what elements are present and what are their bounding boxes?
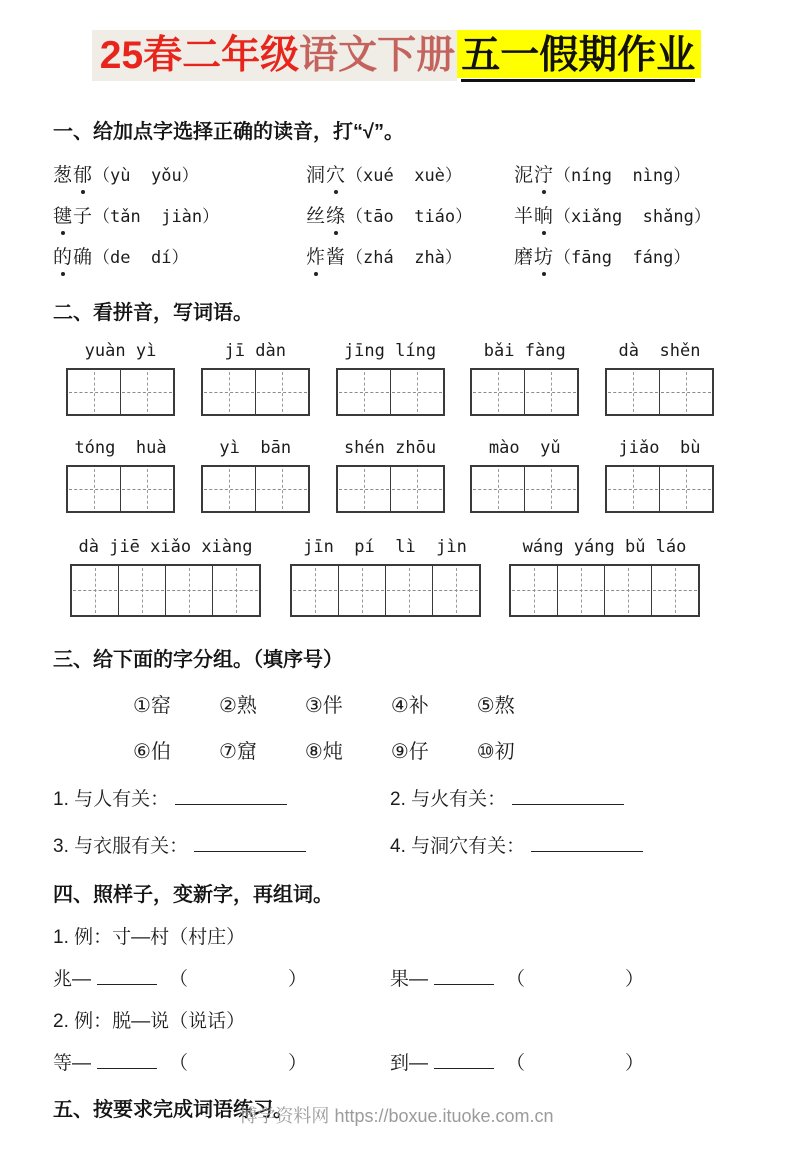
paren-close: ）: [288, 968, 308, 990]
word-text: [53, 247, 93, 268]
grid-cell: [166, 566, 213, 615]
dotted-char: 炸: [306, 244, 326, 271]
pinyin-writing-item: [290, 537, 481, 617]
word-text: [514, 206, 554, 227]
grid-cell: [256, 467, 308, 511]
cell-dashed-horizontal: [339, 489, 389, 490]
cell-dashed-horizontal: [257, 489, 307, 490]
blank-line: [434, 1049, 494, 1069]
paren-open: （: [506, 968, 526, 990]
pinyin-label: bǎi fàng: [483, 340, 566, 361]
grid-cell: [472, 467, 525, 511]
grid-cell: [433, 566, 479, 615]
cell-dashed-horizontal: [293, 590, 337, 591]
group-item: ⑩初: [476, 740, 515, 763]
group-item: ④补: [390, 694, 429, 717]
relation-label: 2. 与火有关：: [390, 788, 507, 810]
writing-grid-box: [336, 368, 445, 416]
relation-label: 3. 与衣服有关：: [53, 835, 189, 857]
relation-label: 1. 与人有关：: [53, 788, 170, 810]
section-5-heading: 五、按要求完成词语练习。: [53, 1098, 293, 1121]
pinyin-options: （xiǎng shǎng）: [554, 206, 711, 227]
grid-cell: [121, 467, 173, 511]
relation-item: [390, 831, 740, 858]
relation-item: [53, 784, 390, 811]
stem-text: 等—: [53, 1052, 92, 1074]
transform-row-2: [53, 1048, 740, 1075]
blank-line: [97, 965, 157, 985]
plain-char: 确: [73, 246, 94, 268]
group-item: ⑨仔: [390, 740, 429, 763]
title-subject-part: 语文下册: [299, 34, 456, 77]
cell-dashed-horizontal: [434, 590, 478, 591]
grid-cell: [203, 467, 256, 511]
plain-char: 洞: [306, 164, 327, 186]
grid-cell: [203, 370, 256, 414]
blank-line: [512, 785, 624, 805]
dotted-char: 坊: [534, 244, 554, 271]
cell-dashed-horizontal: [69, 489, 119, 490]
pinyin-writing-row-2: [66, 438, 714, 513]
grid-cell: [605, 566, 652, 615]
cell-dashed-horizontal: [473, 489, 523, 490]
stem-text: 到—: [390, 1052, 429, 1074]
pinyin-options: （yù yǒu）: [93, 165, 199, 186]
word-text: [53, 165, 93, 186]
group-item: ②熟: [218, 694, 257, 717]
plain-char: 酱: [326, 246, 347, 268]
pinyin-options: （tǎn jiàn）: [93, 206, 220, 227]
stem-text: 果—: [390, 968, 429, 990]
grid-cell: [119, 566, 166, 615]
cell-dashed-horizontal: [204, 489, 254, 490]
transform-item: [390, 1048, 740, 1075]
pinyin-label: wáng yáng bǔ láo: [522, 536, 687, 557]
word-text: [306, 206, 346, 227]
character-group-row-1: [53, 689, 740, 718]
paren-open: （: [169, 968, 189, 990]
writing-grid-box: [70, 564, 261, 617]
writing-grid-box: [605, 465, 714, 513]
pinyin-options: （de dí）: [93, 247, 189, 268]
pinyin-label: jīn pí lì jìn: [303, 536, 467, 557]
worksheet-page: [0, 30, 793, 1122]
pinyin-options: （níng nìng）: [554, 165, 691, 186]
grid-cell: [68, 467, 121, 511]
plain-char: 磨: [514, 246, 535, 268]
pinyin-writing-item: [336, 438, 445, 513]
cell-dashed-horizontal: [387, 590, 431, 591]
cell-dashed-horizontal: [257, 392, 307, 393]
cell-dashed-horizontal: [392, 489, 442, 490]
cell-dashed-horizontal: [204, 392, 254, 393]
writing-grid-box: [605, 368, 714, 416]
writing-grid-box: [66, 465, 175, 513]
cell-dashed-horizontal: [73, 590, 117, 591]
cell-dashed-horizontal: [392, 392, 442, 393]
word-text: [306, 165, 346, 186]
pinyin-choice-item: [514, 203, 740, 231]
blank-line: [531, 832, 643, 852]
dotted-char: 泞: [534, 162, 554, 189]
pinyin-choice-item: [53, 203, 306, 231]
cell-dashed-horizontal: [167, 590, 211, 591]
group-item: ①窑: [133, 694, 171, 717]
writing-grid-box: [290, 564, 481, 617]
dotted-char: 郁: [73, 162, 93, 189]
relation-item: [53, 831, 390, 858]
pinyin-writing-row-3: [70, 537, 700, 617]
writing-grid-box: [470, 368, 579, 416]
group-item: ⑥伯: [133, 740, 171, 763]
paren-close: ）: [625, 1052, 645, 1074]
word-text: [514, 165, 554, 186]
character-group-row-2: [53, 735, 740, 764]
blank-line: [175, 785, 287, 805]
cell-dashed-horizontal: [608, 489, 658, 490]
cell-dashed-horizontal: [339, 392, 389, 393]
paren-open: （: [169, 1052, 189, 1074]
paren-close: ）: [288, 1052, 308, 1074]
pinyin-writing-item: [201, 341, 310, 416]
writing-grid-box: [201, 368, 310, 416]
cell-dashed-horizontal: [214, 590, 258, 591]
pinyin-label: mào yǔ: [488, 437, 561, 458]
footer-watermark: 博学资料网 https://boxue.ituoke.com.cn: [239, 1106, 554, 1126]
pinyin-writing-item: [509, 537, 700, 617]
relation-fill-lines: [53, 784, 740, 858]
section-2-heading: 二、看拼音，写词语。: [53, 301, 253, 324]
title-grade-part: 25春二年级: [99, 34, 300, 77]
grid-cell: [660, 370, 712, 414]
blank-line: [434, 965, 494, 985]
dotted-char: 绦: [326, 203, 346, 230]
writing-grid-box: [336, 465, 445, 513]
pinyin-label: jiǎo bù: [618, 437, 701, 458]
pinyin-label: jīng líng: [343, 340, 437, 361]
stem-text: 兆—: [53, 968, 92, 990]
grid-cell: [607, 467, 660, 511]
grid-cell: [256, 370, 308, 414]
grid-cell: [525, 370, 577, 414]
plain-char: 泥: [514, 164, 535, 186]
example-line-1: 1. 例：寸—村（村庄）: [53, 926, 246, 948]
writing-grid-box: [66, 368, 175, 416]
title-holiday-part: 五一假期作业: [461, 34, 695, 82]
section-4-heading: 四、照样子，变新字，再组词。: [53, 883, 333, 906]
transform-item: [53, 964, 390, 991]
pinyin-writing-item: [470, 341, 579, 416]
grid-cell: [511, 566, 558, 615]
grid-cell: [391, 370, 443, 414]
grid-cell: [68, 370, 121, 414]
paren-open: （: [506, 1052, 526, 1074]
example-line-2: 2. 例：脱—说（说话）: [53, 1010, 246, 1032]
pinyin-writing-item: [66, 341, 175, 416]
pinyin-label: shén zhōu: [343, 437, 437, 458]
pinyin-label: jī dàn: [224, 340, 286, 361]
word-text: [53, 206, 93, 227]
grid-cell: [213, 566, 259, 615]
dotted-char: 的: [53, 244, 73, 271]
pinyin-writing-item: [66, 438, 175, 513]
paren-close: ）: [625, 968, 645, 990]
pinyin-label: dà jiē xiǎo xiàng: [78, 536, 253, 557]
section-1-heading: 一、给加点字选择正确的读音，打“√”。: [53, 120, 404, 143]
transform-row-1: [53, 964, 740, 991]
pinyin-choice-item: [53, 244, 306, 272]
plain-char: 丝: [306, 205, 327, 227]
grid-cell: [607, 370, 660, 414]
group-item: ⑦窟: [218, 740, 257, 763]
relation-label: 4. 与洞穴有关：: [390, 835, 526, 857]
grid-cell: [472, 370, 525, 414]
pinyin-label: yì bān: [219, 437, 292, 458]
pinyin-writing-item: [605, 341, 714, 416]
cell-dashed-horizontal: [526, 392, 576, 393]
pinyin-choice-item: [306, 244, 514, 272]
word-text: [514, 247, 554, 268]
grid-cell: [660, 467, 712, 511]
section-3-heading: 三、给下面的字分组。（填序号）: [53, 648, 343, 671]
cell-dashed-horizontal: [559, 590, 603, 591]
grid-cell: [338, 467, 391, 511]
title-left-block: [92, 30, 457, 81]
pinyin-writing-item: [470, 438, 579, 513]
pinyin-options: （fāng fáng）: [554, 247, 691, 268]
dotted-char: 毽: [53, 203, 73, 230]
pinyin-choice-item: [514, 244, 740, 272]
grid-cell: [652, 566, 698, 615]
pinyin-writing-item: [70, 537, 261, 617]
cell-dashed-horizontal: [122, 392, 172, 393]
transform-item: [390, 964, 740, 991]
cell-dashed-horizontal: [340, 590, 384, 591]
cell-dashed-horizontal: [661, 489, 711, 490]
cell-dashed-horizontal: [661, 392, 711, 393]
plain-char: 葱: [53, 164, 74, 186]
pinyin-label: dà shěn: [618, 340, 701, 361]
pinyin-choice-item: [306, 203, 514, 231]
cell-dashed-horizontal: [512, 590, 556, 591]
group-item: ⑧炖: [304, 740, 343, 763]
grid-cell: [292, 566, 339, 615]
section-1-items: [53, 162, 740, 272]
group-item: ⑤熬: [476, 694, 515, 717]
grid-cell: [121, 370, 173, 414]
pinyin-choice-item: [306, 162, 514, 190]
plain-char: 半: [514, 205, 535, 227]
grid-cell: [525, 467, 577, 511]
plain-char: 子: [73, 205, 94, 227]
pinyin-writing-item: [201, 438, 310, 513]
pinyin-options: （zhá zhà）: [346, 247, 462, 268]
dotted-char: 穴: [326, 162, 346, 189]
grid-cell: [338, 370, 391, 414]
blank-line: [97, 1049, 157, 1069]
grid-cell: [339, 566, 386, 615]
cell-dashed-horizontal: [526, 489, 576, 490]
grid-cell: [72, 566, 119, 615]
cell-dashed-horizontal: [608, 392, 658, 393]
relation-item: [390, 784, 740, 811]
pinyin-writing-item: [605, 438, 714, 513]
blank-line: [194, 832, 306, 852]
cell-dashed-horizontal: [69, 392, 119, 393]
pinyin-options: （tāo tiáo）: [346, 206, 473, 227]
cell-dashed-horizontal: [653, 590, 697, 591]
cell-dashed-horizontal: [120, 590, 164, 591]
pinyin-choice-item: [53, 162, 306, 190]
page-title: [53, 30, 740, 83]
pinyin-writing-row-1: [66, 341, 714, 416]
grid-cell: [386, 566, 433, 615]
writing-grid-box: [201, 465, 310, 513]
pinyin-options: （xué xuè）: [346, 165, 462, 186]
cell-dashed-horizontal: [473, 392, 523, 393]
grid-cell: [558, 566, 605, 615]
pinyin-label: tóng huà: [74, 437, 167, 458]
dotted-char: 晌: [534, 203, 554, 230]
pinyin-writing-item: [336, 341, 445, 416]
grid-cell: [391, 467, 443, 511]
cell-dashed-horizontal: [606, 590, 650, 591]
writing-grid-box: [470, 465, 579, 513]
pinyin-label: yuàn yì: [84, 340, 157, 361]
cell-dashed-horizontal: [122, 489, 172, 490]
writing-grid-box: [509, 564, 700, 617]
title-highlight-block: [457, 30, 701, 78]
pinyin-choice-item: [514, 162, 740, 190]
transform-item: [53, 1048, 390, 1075]
word-text: [306, 247, 346, 268]
group-item: ③伴: [304, 694, 343, 717]
